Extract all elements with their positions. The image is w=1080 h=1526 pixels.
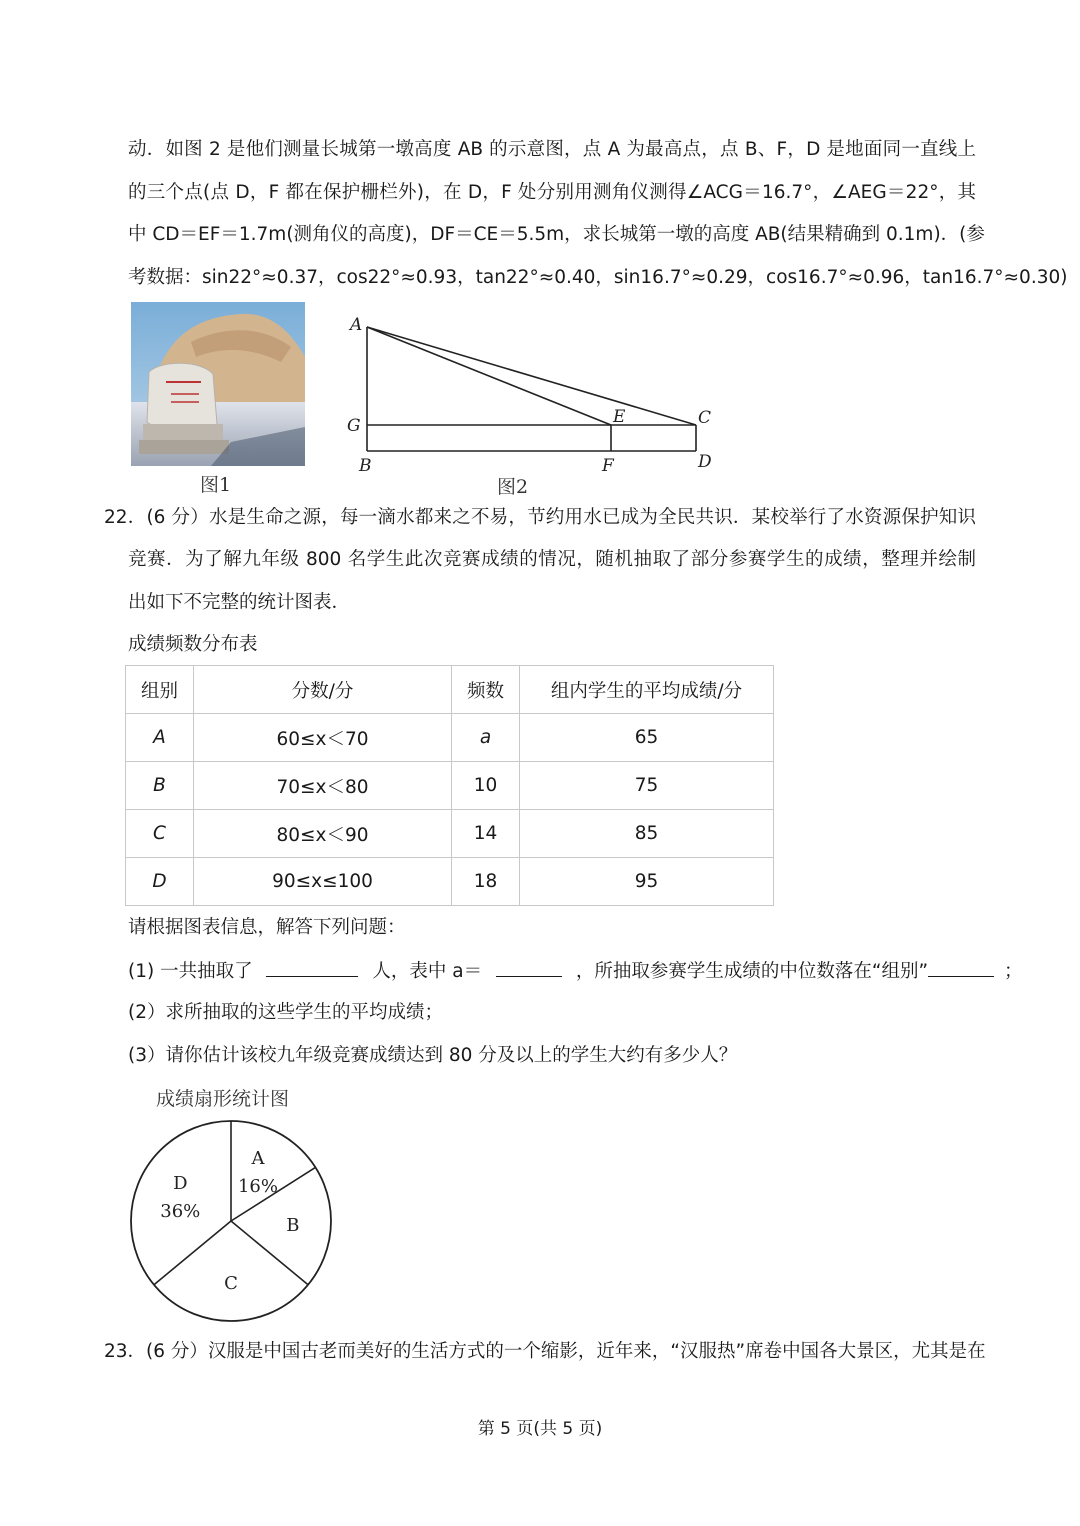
table-row — [126, 714, 774, 762]
table-cell-frequency: 18 — [452, 858, 520, 906]
table-cell-group: C — [126, 810, 194, 858]
page-footer: 第 5 页(共 5 页) — [477, 1419, 603, 1439]
q22-sub-question-2: (2）求所抽取的这些学生的平均成绩； — [128, 1002, 443, 1023]
q22-text-line-3: 出如下不完整的统计图表． — [128, 592, 351, 613]
pie-slice-label-d: D — [173, 1173, 188, 1195]
point-label-G: G — [347, 416, 361, 436]
table-cell-frequency: 14 — [452, 810, 520, 858]
answer-blank-total[interactable] — [266, 958, 358, 977]
table-cell-score-range: 80≤x＜90 — [194, 810, 452, 858]
q21-text-line-3: 中 CD＝EF＝1.7m(测角仪的高度)，DF＝CE＝5.5m，求长城第一墩的高度 AB(结果精确到 0.1m)．(参 — [128, 224, 985, 245]
figure1-caption: 图1 — [200, 474, 232, 496]
pie-slice-percent-d: 36% — [160, 1201, 201, 1223]
point-label-F: F — [602, 456, 614, 475]
q21-text-line-1: 动．如图 2 是他们测量长城第一墩高度 AB 的示意图，点 A 为最高点，点 B、F，D 是地面同一直线上 — [128, 139, 976, 160]
table-row — [126, 810, 774, 858]
point-label-D: D — [698, 452, 712, 472]
pie-slice-label-b: B — [286, 1214, 300, 1236]
point-label-C: C — [698, 408, 712, 428]
pie-chart — [122, 1112, 342, 1322]
table-header-cell: 频数 — [452, 666, 520, 714]
sub1-part4: ； — [1004, 961, 1023, 982]
table-cell-group: A — [126, 714, 194, 762]
q22-sub-question-3: (3）请你估计该校九年级竞赛成绩达到 80 分及以上的学生大约有多少人？ — [128, 1045, 738, 1066]
table-cell-group: B — [126, 762, 194, 810]
pie-slice-label-c: C — [224, 1273, 238, 1294]
q22-text-line-1: 22．(6 分）水是生命之源，每一滴水都来之不易，节约用水已成为全民共识．某校举行了水资源保护知识 — [104, 507, 976, 528]
sub1-part2: 人，表中 a＝ — [372, 961, 483, 982]
point-label-A: A — [350, 315, 363, 335]
answer-blank-a[interactable] — [496, 958, 562, 977]
q22-prompt: 请根据图表信息，解答下列问题： — [128, 917, 406, 938]
table-cell-average: 75 — [520, 762, 774, 810]
pie-chart-title: 成绩扇形统计图 — [156, 1088, 290, 1110]
q21-text-line-4: 考数据：sin22°≈0.37，cos22°≈0.93，tan22°≈0.40，sin16.7°≈0.29，cos16.7°≈0.96，tan16.7°≈0.30) — [128, 267, 1068, 288]
segment-AC — [367, 327, 696, 425]
pie-slice-label-a: A — [251, 1147, 265, 1169]
table-row — [126, 762, 774, 810]
sub1-part3: ，所抽取参赛学生成绩的中位数落在“组别” — [575, 961, 929, 982]
table-header-cell: 组别 — [126, 666, 194, 714]
table-cell-average: 95 — [520, 858, 774, 906]
table-header-cell: 分数/分 — [194, 666, 452, 714]
sub1-part1: (1) 一共抽取了 — [128, 961, 253, 982]
q21-text-line-2: 的三个点(点 D，F 都在保护栅栏外)，在 D，F 处分别用测角仪测得∠ACG＝16.7°，∠AEG＝22°，其 — [128, 182, 976, 203]
table-cell-frequency: a — [452, 714, 520, 762]
table-cell-frequency: 10 — [452, 762, 520, 810]
table-cell-score-range: 90≤x≤100 — [194, 858, 452, 906]
q23-text-line: 23．(6 分）汉服是中国古老而美好的生活方式的一个缩影，近年来，“汉服热”席卷中国各大景区，尤其是在 — [104, 1341, 986, 1362]
great-wall-photo — [131, 302, 305, 466]
table-title: 成绩频数分布表 — [128, 634, 258, 655]
pie-slice-percent-a: 16% — [237, 1175, 279, 1197]
table-cell-average: 65 — [520, 714, 774, 762]
table-cell-average: 85 — [520, 810, 774, 858]
geometry-diagram — [340, 305, 720, 475]
table-row — [126, 858, 774, 906]
frequency-table — [125, 665, 774, 906]
table-cell-score-range: 70≤x＜80 — [194, 762, 452, 810]
table-header-row — [126, 666, 774, 714]
segment-AE — [367, 327, 611, 425]
point-label-B: B — [359, 456, 372, 475]
q22-sub-question-1 — [128, 958, 1023, 985]
table-cell-score-range: 60≤x＜70 — [194, 714, 452, 762]
figure2-caption: 图2 — [497, 476, 529, 498]
table-header-cell: 组内学生的平均成绩/分 — [520, 666, 774, 714]
table-cell-group: D — [126, 858, 194, 906]
point-label-E: E — [613, 407, 626, 427]
q22-text-line-2: 竞赛．为了解九年级 800 名学生此次竞赛成绩的情况，随机抽取了部分参赛学生的成绩，整理并绘制 — [128, 549, 976, 570]
answer-blank-median-group[interactable] — [928, 958, 994, 977]
